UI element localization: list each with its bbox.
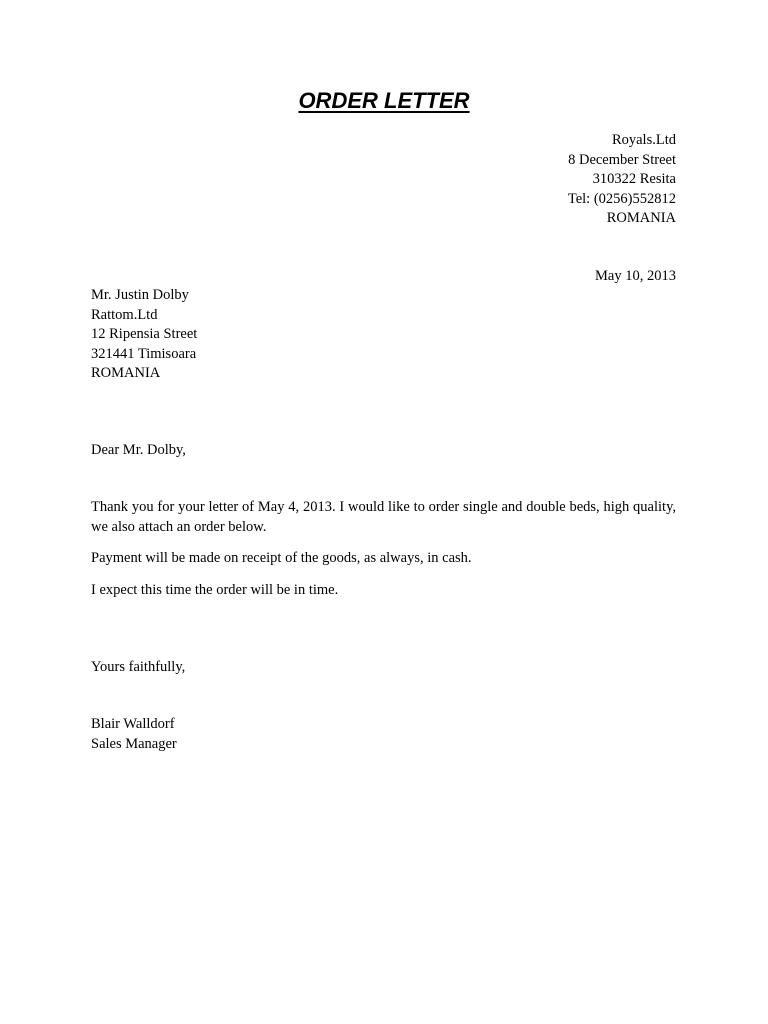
recipient-company: Rattom.Ltd bbox=[91, 306, 158, 323]
complimentary-close: Yours faithfully, bbox=[91, 659, 186, 675]
signatory-name: Blair Walldorf bbox=[91, 716, 175, 732]
recipient-street: 12 Ripensia Street bbox=[91, 326, 198, 342]
salutation: Dear Mr. Dolby, bbox=[91, 442, 186, 458]
body-paragraph: Thank you for your letter of May 4, 2013. I would like to order single and double beds, high quality, we also attach an order below. bbox=[91, 499, 676, 535]
recipient-country: ROMANIA bbox=[91, 365, 161, 381]
recipient-name: Mr. Justin Dolby bbox=[91, 287, 189, 303]
document-title-text: ORDER LETTER bbox=[298, 88, 470, 113]
sender-company: Royals.Ltd bbox=[611, 132, 676, 148]
signature-block bbox=[91, 715, 177, 754]
sender-address-block bbox=[568, 131, 676, 229]
letter-date: May 10, 2013 bbox=[595, 268, 676, 284]
sender-city: 310322 Resita bbox=[592, 171, 676, 187]
recipient-address-block bbox=[91, 286, 197, 384]
sender-street: 8 December Street bbox=[568, 151, 676, 168]
signatory-position: Sales Manager bbox=[91, 735, 177, 752]
document-title bbox=[0, 86, 768, 116]
sender-country: ROMANIA bbox=[606, 210, 676, 226]
body-paragraph: Payment will be made on receipt of the goods, as always, in cash. bbox=[91, 550, 472, 566]
body-paragraph: I expect this time the order will be in time. bbox=[91, 581, 339, 598]
letter-body bbox=[91, 498, 676, 612]
recipient-city: 321441 Timisoara bbox=[91, 345, 197, 362]
sender-phone: Tel: (0256)552812 bbox=[567, 190, 676, 207]
